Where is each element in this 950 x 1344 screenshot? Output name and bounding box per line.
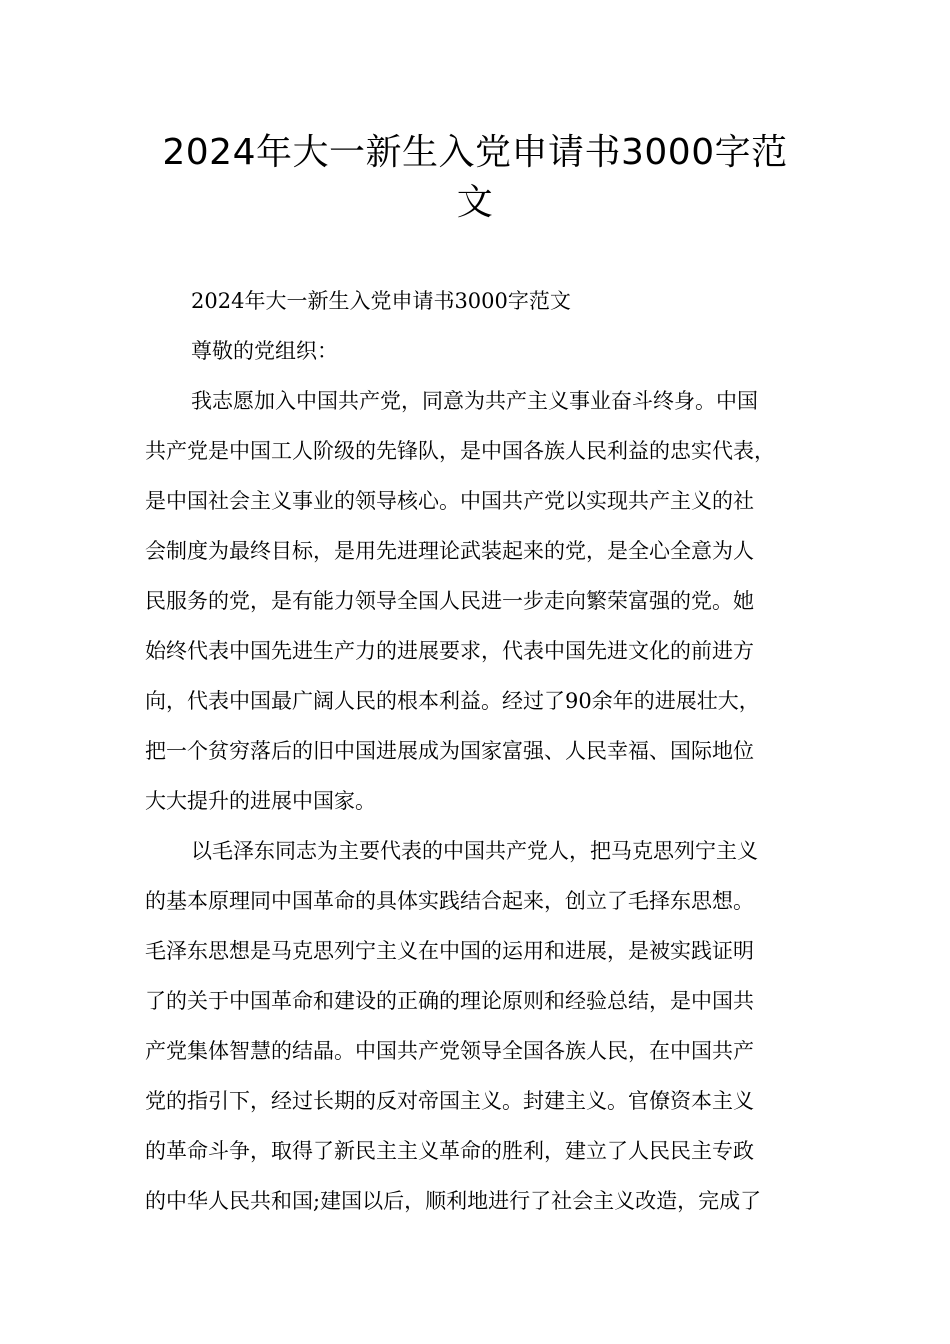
subtitle-line: 2024年大一新生入党申请书3000字范文 [191,289,571,313]
paragraph-line: 是中国社会主义事业的领导核心。中国共产党以实现共产主义的社 [145,489,754,513]
paragraph-line: 始终代表中国先进生产力的进展要求，代表中国先进文化的前进方 [145,639,754,663]
paragraph-line: 的中华人民共和国;建国以后，顺利地进行了社会主义改造，完成了 [145,1189,762,1213]
paragraph-1 [145,380,825,830]
paragraph-line: 向，代表中国最广阔人民的根本利益。经过了90余年的进展壮大， [145,689,760,713]
salutation: 尊敬的党组织： [191,339,338,363]
paragraph-line: 了的关于中国革命和建设的正确的理论原则和经验总结，是中国共 [145,989,754,1013]
title-line-2: 文 [456,182,494,223]
paragraph-line: 党的指引下，经过长期的反对帝国主义。封建主义。官僚资本主义 [145,1089,754,1113]
paragraph-line: 以毛泽东同志为主要代表的中国共产党人，把马克思列宁主义 [191,839,758,863]
paragraph-line: 的革命斗争，取得了新民主主义革命的胜利，建立了人民民主专政 [145,1139,754,1163]
title-line-1: 2024年大一新生入党申请书3000字范 [162,132,788,173]
paragraph-line: 大大提升的进展中国家。 [145,789,376,813]
document-body [145,280,825,1223]
paragraph-line: 把一个贫穷落后的旧中国进展成为国家富强、人民幸福、国际地位 [145,739,754,763]
document-title [120,128,830,228]
paragraph-line: 共产党是中国工人阶级的先锋队，是中国各族人民利益的忠实代表， [145,439,775,463]
paragraph-2 [145,830,825,1223]
paragraph-line: 民服务的党，是有能力领导全国人民进一步走向繁荣富强的党。她 [145,589,754,613]
paragraph-line: 会制度为最终目标，是用先进理论武装起来的党，是全心全意为人 [145,539,754,563]
paragraph-line: 毛泽东思想是马克思列宁主义在中国的运用和进展，是被实践证明 [145,939,754,963]
paragraph-line: 的基本原理同中国革命的具体实践结合起来，创立了毛择东思想。 [145,889,754,913]
paragraph-line: 我志愿加入中国共产党，同意为共产主义事业奋斗终身。中国 [191,389,758,413]
paragraph-line: 产党集体智慧的结晶。中国共产党领导全国各族人民，在中国共产 [145,1039,754,1063]
